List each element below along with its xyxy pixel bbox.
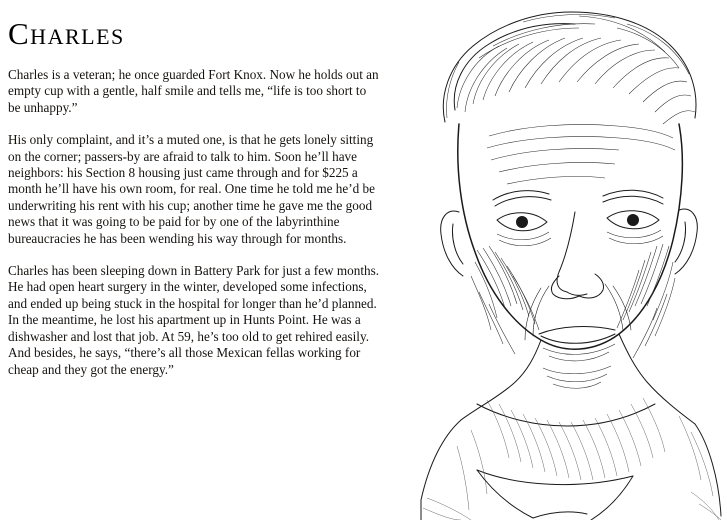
forehead-creases (487, 124, 675, 184)
jaw-and-neck (461, 334, 695, 426)
nose (551, 212, 603, 299)
eyebrow-right (603, 190, 663, 204)
neck-hatching (457, 398, 713, 510)
hair-strokes (447, 15, 696, 124)
page-title: Charles (8, 16, 125, 51)
eye-right (607, 211, 663, 244)
eye-left (497, 213, 551, 246)
portrait-drawing (327, 0, 727, 520)
mouth (539, 327, 615, 344)
body-paragraph-1: Charles is a veteran; he once guarded Fort Knox. Now he holds out an empty cup with a gentle, half smile and tells me, “life is too short to be unhappy.” (8, 67, 379, 115)
cheek-hatching-left (471, 246, 539, 354)
body-paragraph-3: Charles has been sleeping down in Battery Park for just a few months. He had open heart surgery in the winter, developed some infections, and ended up being stuck in the hospital for longer than he’d planned. In the meantime, he lost his apartment up in Hunts Point. He was a dishwasher and lost that job. At 59, he’s too old to get rehired easily. And besides, he says, “there’s all those Mexican fellas working for cheap and they got the energy.” (8, 263, 380, 377)
chin-shading (543, 366, 611, 388)
text-column (8, 18, 380, 378)
portrait-illustration (327, 0, 727, 520)
body-paragraph-2: His only complaint, and it’s a muted one, is that he gets lonely sitting on the corner; passers-by are afraid to talk to him. Soon he’ll have neighbors: his Section 8 housing just came through and for $225 a month he’ll have his own room, for real. One time he told me he’d be underwriting his rent with his cup; another time he gave me the good news that it was going to be paid for by one of the labyrinthine bureaucracies he has been wending his way through for months. (8, 132, 375, 246)
smile-lines (525, 284, 631, 340)
ear-right (675, 209, 697, 274)
eyebrow-left (493, 191, 551, 206)
ear-left (441, 211, 463, 276)
shoulders (421, 420, 721, 520)
